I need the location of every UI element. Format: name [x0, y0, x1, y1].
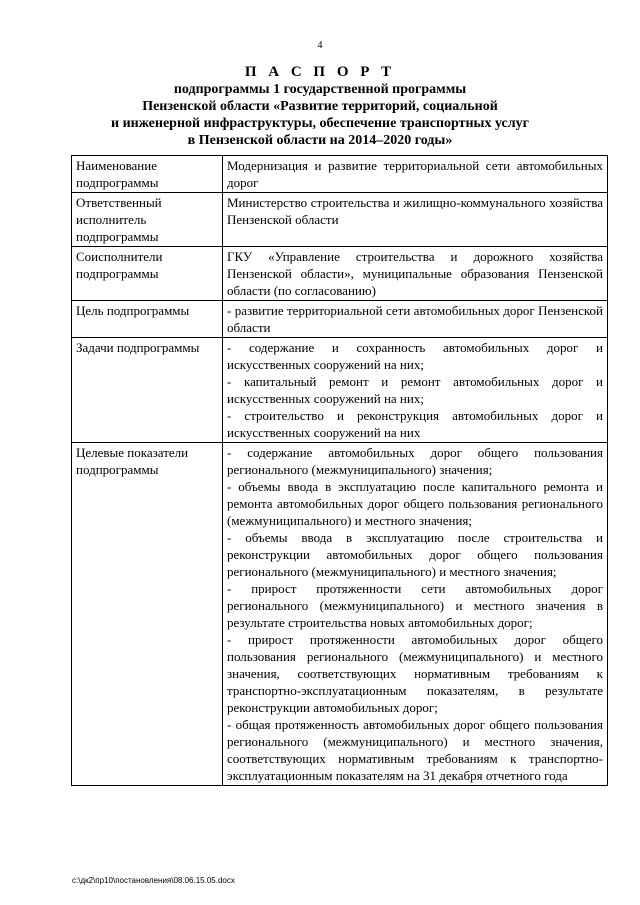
value-item: - содержание автомобильных дорог общего пользования регионального (межмуниципального) значения;	[227, 445, 603, 477]
value-item: - объемы ввода в эксплуатацию после строительства и реконструкции автомобильных дорог общего пользования регионального (межмуниципального) и местного значения;	[227, 530, 603, 579]
value-item: - прирост протяженности сети автомобильных дорог регионального (межмуниципального) и местного значения в результате строительства новых автомобильных дорог;	[227, 581, 603, 630]
table-row	[72, 193, 608, 247]
value-item: - капитальный ремонт и ремонт автомобильных дорог и искусственных сооружений на них;	[227, 374, 603, 406]
subtitle-line: Пензенской области «Развитие территорий, социальной	[142, 99, 498, 114]
row-value	[223, 247, 608, 301]
page-number: 4	[317, 40, 323, 51]
row-value	[223, 193, 608, 247]
value-item: Модернизация и развитие территориальной сети автомобильных дорог	[227, 158, 603, 190]
row-label: Задачи подпрограммы	[72, 338, 223, 443]
value-item: Министерство строительства и жилищно-коммунального хозяйства Пензенской области	[227, 195, 603, 227]
row-label: Наименование подпрограммы	[72, 156, 223, 193]
row-value	[223, 156, 608, 193]
row-label: Целевые показатели подпрограммы	[72, 443, 223, 786]
document-header	[60, 64, 580, 149]
row-label: Ответственный исполнитель подпрограммы	[72, 193, 223, 247]
value-item: ГКУ «Управление строительства и дорожного хозяйства Пензенской области», муниципальные образования Пензенской области (по согласованию)	[227, 249, 603, 298]
value-item: - строительство и реконструкция автомобильных дорог и искусственных сооружений на них	[227, 408, 603, 440]
row-label: Цель подпрограммы	[72, 301, 223, 338]
file-path-footer: c:\дк2\пр10\постановления\08.06.15.05.docx	[72, 876, 235, 885]
value-item: - прирост протяженности автомобильных дорог общего пользования регионального (межмуниципального) и местного значения, соответствующих нормативным требованиям к транспортно-эксплуатационным показателям, в результате реконструкции автомобильных дорог;	[227, 632, 603, 715]
row-value	[223, 338, 608, 443]
subtitle-line: подпрограммы 1 государственной программы	[173, 82, 467, 97]
value-item: - содержание и сохранность автомобильных дорог и искусственных сооружений на них;	[227, 340, 603, 372]
value-item: - развитие территориальной сети автомобильных дорог Пензенской области	[227, 303, 603, 335]
passport-table	[71, 155, 608, 786]
table-row	[72, 247, 608, 301]
table-row	[72, 443, 608, 786]
table-row	[72, 338, 608, 443]
row-value	[223, 301, 608, 338]
table-row	[72, 301, 608, 338]
row-label: Соисполнители подпрограммы	[72, 247, 223, 301]
subtitle-line: и инженерной инфраструктуры, обеспечение транспортных услуг	[111, 116, 529, 131]
value-item: - общая протяженность автомобильных дорог общего пользования регионального (межмуниципального) и местного значения, соответствующих нормативным требованиям к транспортно-эксплуатационным показателям на 31 декабря отчетного года	[227, 717, 603, 783]
subtitle-line: в Пензенской области на 2014–2020 годы»	[187, 133, 453, 148]
row-value	[223, 443, 608, 786]
value-item: - объемы ввода в эксплуатацию после капитального ремонта и ремонта автомобильных дорог общего пользования регионального (межмуниципального) и местного значения;	[227, 479, 603, 528]
document-title: П А С П О Р Т	[244, 64, 396, 80]
table-row	[72, 156, 608, 193]
